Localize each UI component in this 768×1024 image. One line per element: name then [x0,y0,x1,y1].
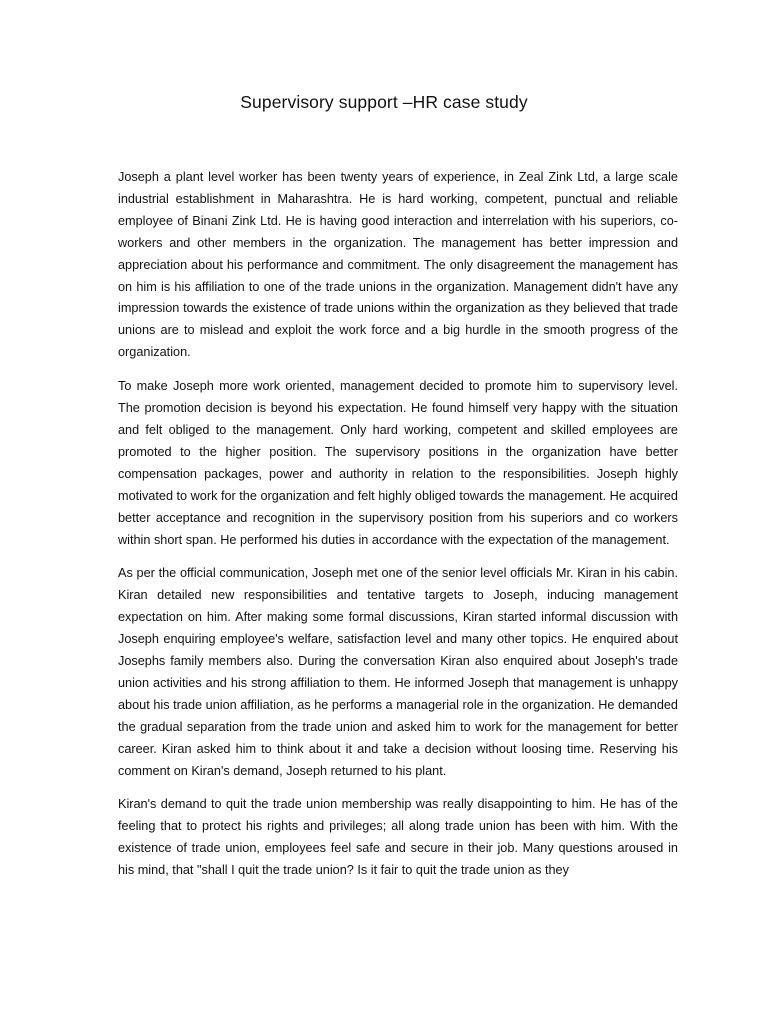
paragraph-2: To make Joseph more work oriented, management decided to promote him to supervisory level. The promotion decision is beyond his expectation. He found himself very happy with the situation and felt obliged to the management. Only hard working, competent and skilled employees are promoted to the higher position. The supervisory positions in the organization have better compensation packages, power and authority in relation to the responsibilities. Joseph highly motivated to work for the organization and felt highly obliged towards the management. He acquired better acceptance and recognition in the supervisory position from his superiors and co workers within short span. He performed his duties in accordance with the expectation of the management. [118,379,678,547]
paragraph-1: Joseph a plant level worker has been twenty years of experience, in Zeal Zink Ltd, a large scale industrial establishment in Maharashtra. He is hard working, competent, punctual and reliable employee of Binani Zink Ltd. He is having good interaction and interrelation with his superiors, co-workers and other members in the organization. The management has better impression and appreciation about his performance and commitment. The only disagreement the management has on him is his affiliation to one of the trade unions in the organization. Management didn't have any impression towards the existence of trade unions within the organization as they believed that trade unions are to mislead and exploit the work force and a big hurdle in the smooth progress of the organization. [118,170,678,360]
document-title: Supervisory support –HR case study [240,92,528,112]
paragraph-3: As per the official communication, Joseph met one of the senior level officials Mr. Kiran in his cabin. Kiran detailed new responsibilities and tentative targets to Joseph, inducing management expectation on him. After making some formal discussions, Kiran started informal discussion with Joseph enquiring employee's welfare, satisfaction level and many other topics. He enquired about Josephs family members also. During the conversation Kiran also enquired about Joseph's trade union activities and his strong affiliation to them. He informed Joseph that management is unhappy about his trade union affiliation, as he performs a managerial role in the organization. He demanded the gradual separation from the trade union and asked him to work for the management for better career. Kiran asked him to think about it and take a decision without loosing time. Reserving his comment on Kiran's demand, Joseph returned to his plant. [118,566,678,778]
paragraph-4: Kiran's demand to quit the trade union membership was really disappointing to him. He has of the feeling that to protect his rights and privileges; all along trade union has been with him. With the existence of trade union, employees feel safe and secure in their job. Many questions aroused in his mind, that "shall I quit the trade union? Is it fair to quit the trade union as they [118,797,678,878]
document-body [118,167,678,894]
